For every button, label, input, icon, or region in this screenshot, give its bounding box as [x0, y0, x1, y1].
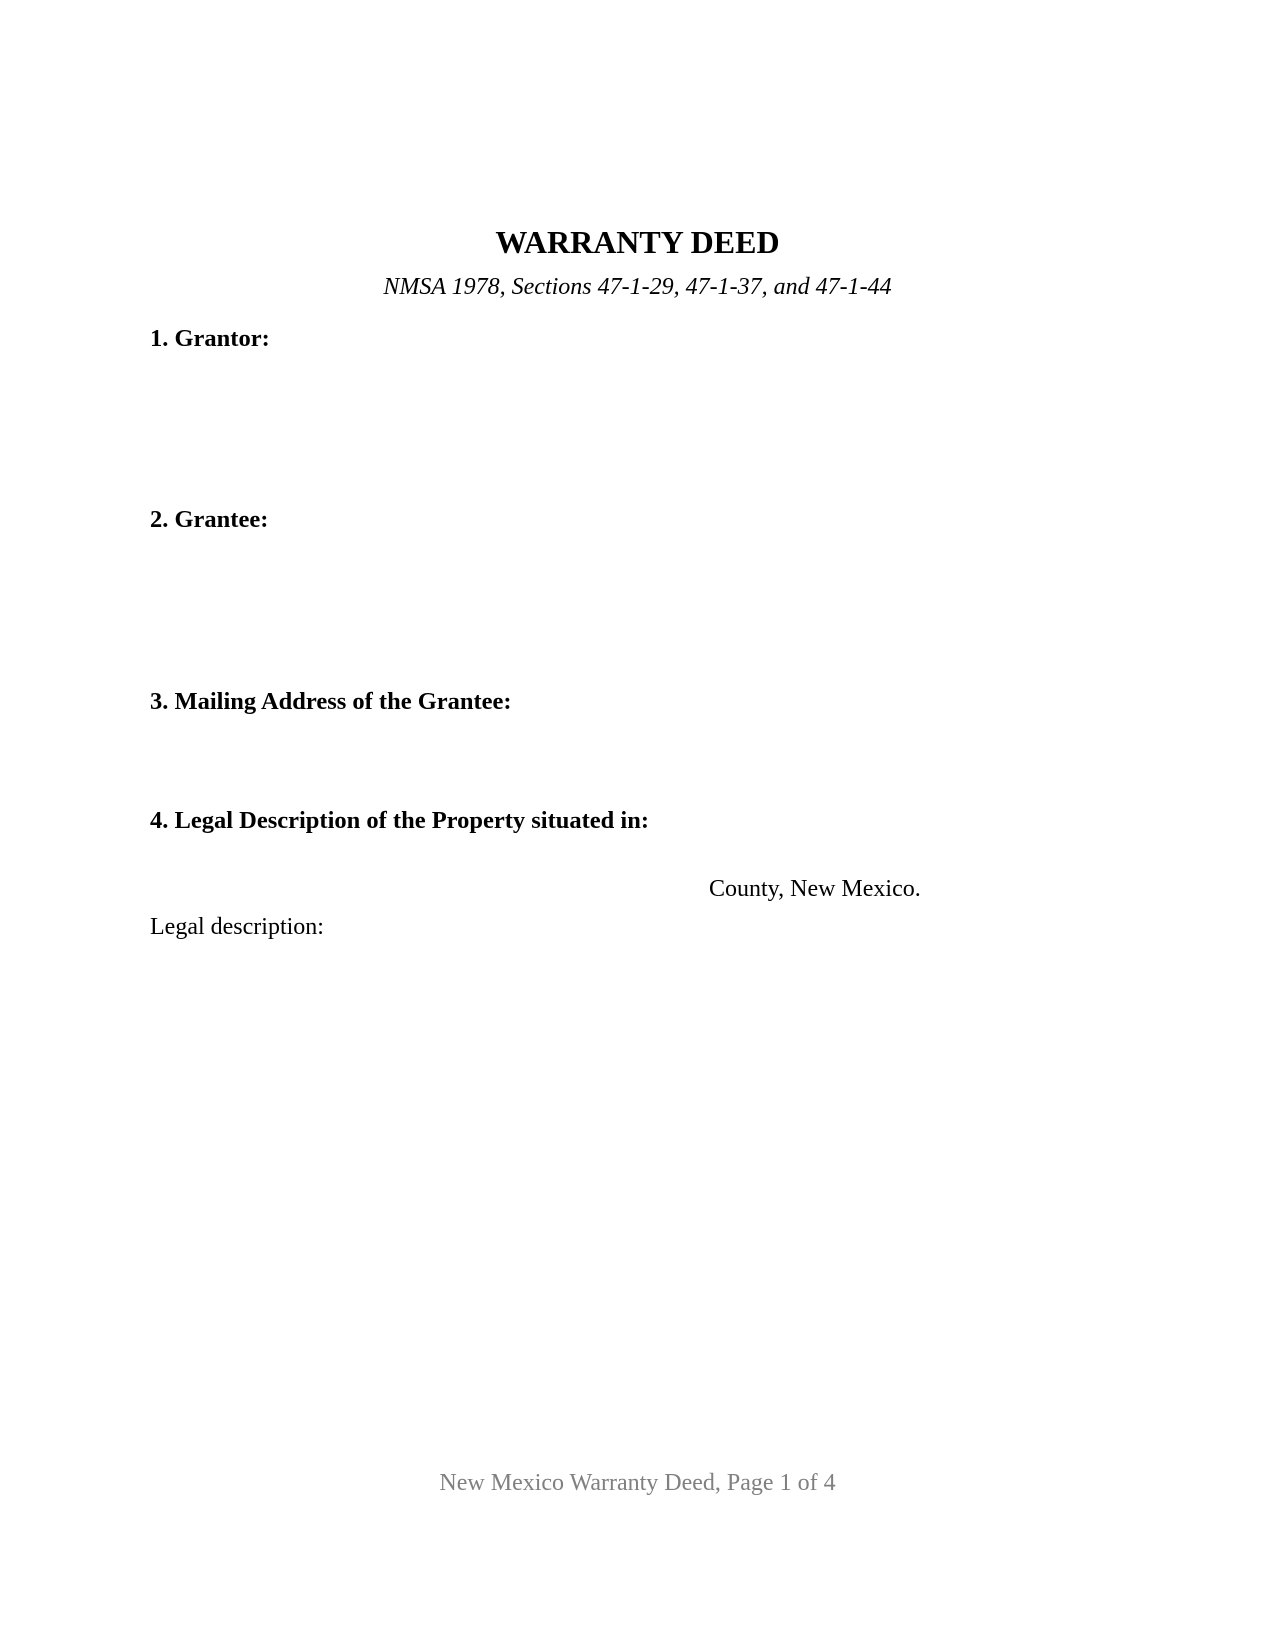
page-footer: New Mexico Warranty Deed, Page 1 of 4: [439, 1470, 836, 1496]
document-title: WARRANTY DEED: [495, 224, 780, 260]
county-line: County, New Mexico.: [709, 876, 921, 902]
section-mailing-address-heading: 3. Mailing Address of the Grantee:: [150, 688, 512, 715]
section-grantor-heading: 1. Grantor:: [150, 325, 270, 352]
statute-citation: NMSA 1978, Sections 47-1-29, 47-1-37, and 47-1-44: [383, 274, 892, 300]
legal-description-label: Legal description:: [150, 914, 324, 940]
section-grantee-heading: 2. Grantee:: [150, 506, 269, 533]
section-legal-description-heading: 4. Legal Description of the Property situated in:: [150, 807, 650, 834]
